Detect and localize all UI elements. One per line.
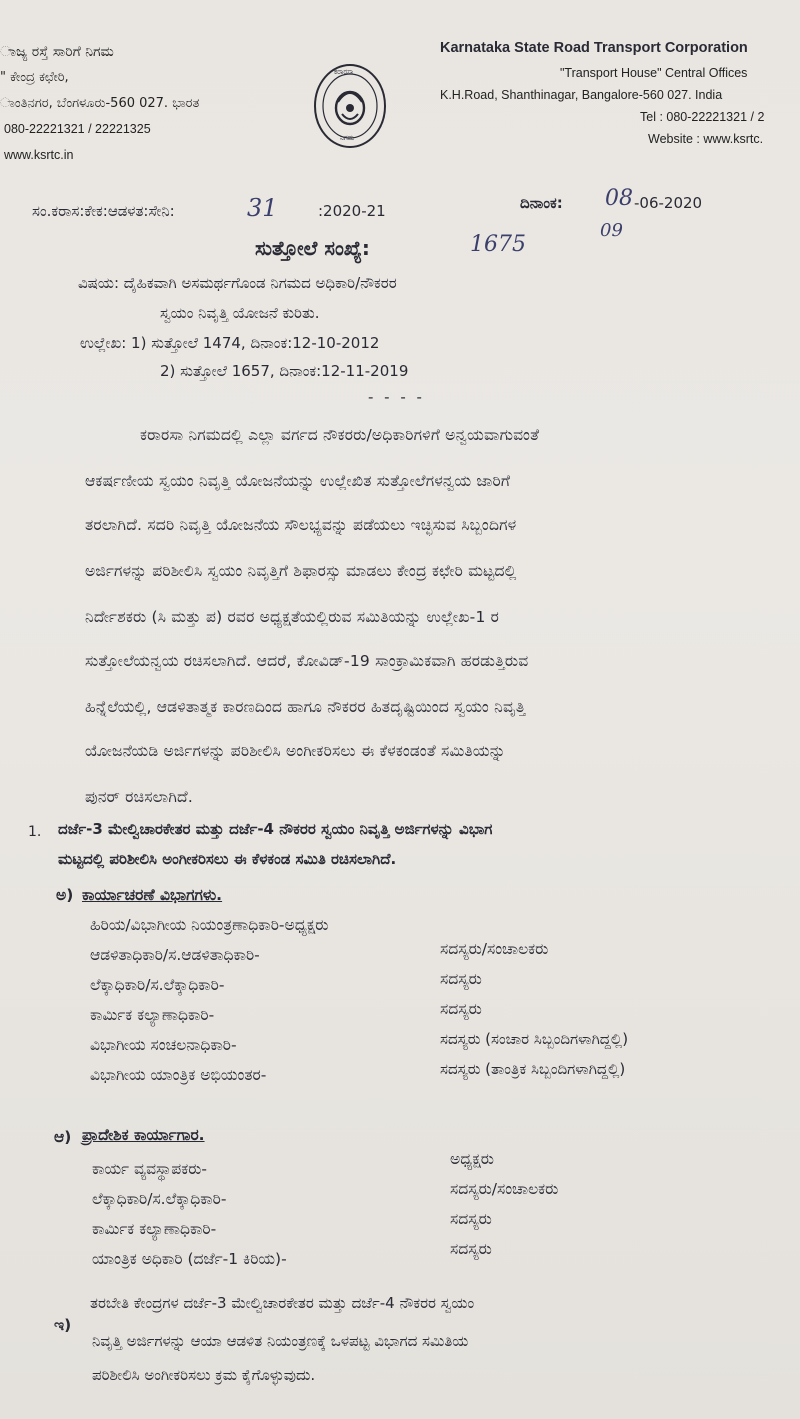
header-kannada-address: ಾಂತಿನಗರ, ಬೆಂಗಳೂರು-560 027. ಭಾರತ [0,96,200,111]
header-english-address: K.H.Road, Shanthinagar, Bangalore-560 027. India [440,88,723,102]
body-line: ಯೋಜನೆಯಡಿ ಅರ್ಜಿಗಳನ್ನು ಪರಿಶೀಲಿಸಿ ಅಂಗೀಕರಿಸಲು ಈ ಕೆಳಕಂಡಂತೆ ಸಮಿತಿಯನ್ನು [85,742,506,760]
section-a-row-role: ಕಾರ್ಮಿಕ ಕಲ್ಯಾಣಾಧಿಕಾರಿ- [90,1006,215,1024]
date-label: ದಿನಾಂಕ: [520,194,563,212]
section-a-marker: ಅ) [56,886,74,904]
section-aa-row-role: ಲೆಕ್ಕಾಧಿಕಾರಿ/ಸ.ಲೆಕ್ಕಾಧಿಕಾರಿ- [92,1190,227,1208]
section-a-row-position: ಸದಸ್ಯರು [440,970,482,988]
point-1-line-2: ಮಟ್ಟದಲ್ಲಿ ಪರಿಶೀಲಿಸಿ ಅಂಗೀಕರಿಸಲು ಈ ಕೆಳಕಂಡ ಸಮಿತಿ ರಚಿಸಲಾಗಿದೆ. [58,850,397,868]
circular-label: ಸುತ್ತೋಲೆ ಸಂಖ್ಯೆ: [255,236,370,260]
section-a-row-role: ಹಿರಿಯ/ವಿಭಾಗೀಯ ನಿಯಂತ್ರಣಾಧಿಕಾರಿ-ಅಧ್ಯಕ್ಷರು [90,916,329,934]
header-kannada-office: " ಕೇಂದ್ರ ಕಛೇರಿ, [0,70,69,85]
section-aa-marker: ಆ) [54,1128,72,1146]
section-aa-row-position: ಅಧ್ಯಕ್ಷರು [450,1150,494,1168]
header-kannada-org-name: ಾಜ್ಯ ರಸ್ತೆ ಸಾರಿಗೆ ನಿಗಮ [0,44,114,60]
section-i-line-1: ತರಬೇತಿ ಕೇಂದ್ರಗಳ ದರ್ಜೆ-3 ಮೇಲ್ವಿಚಾರಕೇತರ ಮತ್ತು ದರ್ಜೆ-4 ನೌಕರರ ಸ್ವಯಂ [90,1294,475,1312]
section-i-marker: ಇ) [54,1316,72,1334]
logo-text-top: ಕರಾರಸಾ [334,68,354,76]
body-line: ಅರ್ಜಿಗಳನ್ನು ಪರಿಶೀಲಿಸಿ ಸ್ವಯಂ ನಿವೃತ್ತಿಗೆ ಶಿಫಾರಸ್ಸು ಮಾಡಲು ಕೇಂದ್ರ ಕಛೇರಿ ಮಟ್ಟದಲ್ಲಿ [85,562,517,580]
section-a-row-role: ಲೆಕ್ಕಾಧಿಕಾರಿ/ಸ.ಲೆಕ್ಕಾಧಿಕಾರಿ- [90,976,225,994]
header-english-office: "Transport House" Central Offices [560,66,748,80]
header-english-org-name: Karnataka State Road Transport Corporation [440,40,748,56]
section-aa-row-role: ಕಾರ್ಮಿಕ ಕಲ್ಯಾಣಾಧಿಕಾರಿ- [92,1220,217,1238]
section-i-line-3: ಪರಿಶೀಲಿಸಿ ಅಂಗೀಕರಿಸಲು ಕ್ರಮ ಕೈಗೊಳ್ಳುವುದು. [92,1366,316,1384]
body-line: ಸುತ್ತೋಲೆಯನ್ವಯ ರಚಿಸಲಾಗಿದೆ. ಆದರೆ, ಕೋವಿಡ್-19 ಸಾಂಕ್ರಾಮಿಕವಾಗಿ ಹರಡುತ್ತಿರುವ [85,652,529,670]
circular-number-handwritten: 1675 [470,232,526,257]
logo-text-bottom: ನಿಗಮ [340,134,355,142]
references-line-2: 2) ಸುತ್ತೋಲೆ 1657, ದಿನಾಂಕ:12-11-2019 [160,362,409,380]
point-1-line-1: ದರ್ಜೆ-3 ಮೇಲ್ವಿಚಾರಕೇತರ ಮತ್ತು ದರ್ಜೆ-4 ನೌಕರರ ಸ್ವಯಂ ನಿವೃತ್ತಿ ಅರ್ಜಿಗಳನ್ನು ವಿಭಾಗ [58,820,493,838]
body-line: ಪುನರ್ ರಚಿಸಲಾಗಿದೆ. [85,788,193,806]
section-a-row-position: ಸದಸ್ಯರು/ಸಂಚಾಲಕರು [440,940,549,958]
references-separator: - - - - [368,388,425,406]
reference-year: :2020-21 [318,202,386,220]
section-a-row-role: ವಿಭಾಗೀಯ ಸಂಚಲನಾಧಿಕಾರಿ- [90,1036,237,1054]
ksrtc-logo [312,62,388,150]
date-rest: -06-2020 [634,194,703,212]
header-english-phone: Tel : 080-22221321 / 2 [640,110,765,124]
section-i-line-2: ನಿವೃತ್ತಿ ಅರ್ಜಿಗಳನ್ನು ಆಯಾ ಆಡಳಿತ ನಿಯಂತ್ರಣಕ್ಕೆ ಒಳಪಟ್ಟ ವಿಭಾಗದ ಸಮಿತಿಯ [92,1332,469,1350]
date-correction-handwritten: 09 [600,220,623,241]
reference-number-handwritten: 31 [247,194,278,222]
subject-line-2: ಸ್ವಯಂ ನಿವೃತ್ತಿ ಯೋಜನೆ ಕುರಿತು. [160,304,320,322]
section-aa-row-position: ಸದಸ್ಯರು [450,1210,492,1228]
reference-prefix: ಸಂ.ಕರಾಸ:ಕೇಕ:ಆಡಳತ:ಸೇನಿ: [32,202,175,220]
body-line: ನಿರ್ದೇಶಕರು (ಸಿ ಮತ್ತು ಪ) ರವರ ಅಧ್ಯಕ್ಷತೆಯಲ್ಲಿರುವ ಸಮಿತಿಯನ್ನು ಉಲ್ಲೇಖ-1 ರ [85,608,500,626]
section-aa-row-role: ಕಾರ್ಯ ವ್ಯವಸ್ಥಾಪಕರು- [92,1160,207,1178]
subject-line-1: ವಿಷಯ: ದೈಹಿಕವಾಗಿ ಅಸಮರ್ಥಗೊಂಡ ನಿಗಮದ ಅಧಿಕಾರಿ/ನೌಕರರ [78,274,397,292]
body-line: ಕರಾರಸಾ ನಿಗಮದಲ್ಲಿ ಎಲ್ಲಾ ವರ್ಗದ ನೌಕರರು/ಅಧಿಕಾರಿಗಳಿಗೆ ಅನ್ವಯವಾಗುವಂತೆ [140,426,540,444]
header-english-website: Website : www.ksrtc. [648,132,764,146]
body-line: ಆಕರ್ಷಣೀಯ ಸ್ವಯಂ ನಿವೃತ್ತಿ ಯೋಜನೆಯನ್ನು ಉಲ್ಲೇಖಿತ ಸುತ್ತೋಲೆಗಳನ್ವಯ ಜಾರಿಗೆ [85,472,511,490]
header-kannada-website: www.ksrtc.in [4,148,74,162]
section-a-row-position: ಸದಸ್ಯರು (ತಾಂತ್ರಿಕ ಸಿಬ್ಬಂದಿಗಳಾಗಿದ್ದಲ್ಲಿ) [440,1060,626,1078]
body-line: ಹಿನ್ನೆಲೆಯಲ್ಲಿ, ಆಡಳಿತಾತ್ಮಕ ಕಾರಣದಿಂದ ಹಾಗೂ ನೌಕರರ ಹಿತದೃಷ್ಟಿಯಿಂದ ಸ್ವಯಂ ನಿವೃತ್ತಿ [85,698,526,716]
section-a-row-position: ಸದಸ್ಯರು (ಸಂಚಾರ ಸಿಬ್ಬಂದಿಗಳಾಗಿದ್ದಲ್ಲಿ) [440,1030,629,1048]
header-kannada-phone: 080-22221321 / 22221325 [4,122,151,136]
references-line-1: ಉಲ್ಲೇಖ: 1) ಸುತ್ತೋಲೆ 1474, ದಿನಾಂಕ:12-10-2012 [80,334,380,352]
point-1-number: 1. [28,824,42,840]
section-aa-row-position: ಸದಸ್ಯರು/ಸಂಚಾಲಕರು [450,1180,559,1198]
section-a-row-role: ಆಡಳಿತಾಧಿಕಾರಿ/ಸ.ಆಡಳಿತಾಧಿಕಾರಿ- [90,946,260,964]
section-aa-row-position: ಸದಸ್ಯರು [450,1240,492,1258]
section-aa-heading: ಪ್ರಾದೇಶಿಕ ಕಾರ್ಯಾಗಾರ. [82,1126,205,1144]
section-a-row-role: ವಿಭಾಗೀಯ ಯಾಂತ್ರಿಕ ಅಭಿಯಂತರ- [90,1066,267,1084]
date-day-handwritten: 08 [605,186,633,211]
section-a-heading: ಕಾರ್ಯಾಚರಣೆ ವಿಭಾಗಗಳು. [82,886,223,904]
body-line: ತರಲಾಗಿದೆ. ಸದರಿ ನಿವೃತ್ತಿ ಯೋಜನೆಯ ಸೌಲಭ್ಯವನ್ನು ಪಡೆಯಲು ಇಚ್ಛಿಸುವ ಸಿಬ್ಬಂದಿಗಳ [85,516,517,534]
section-aa-row-role: ಯಾಂತ್ರಿಕ ಅಧಿಕಾರಿ (ದರ್ಜೆ-1 ಕಿರಿಯ)- [92,1250,287,1268]
section-a-row-position: ಸದಸ್ಯರು [440,1000,482,1018]
